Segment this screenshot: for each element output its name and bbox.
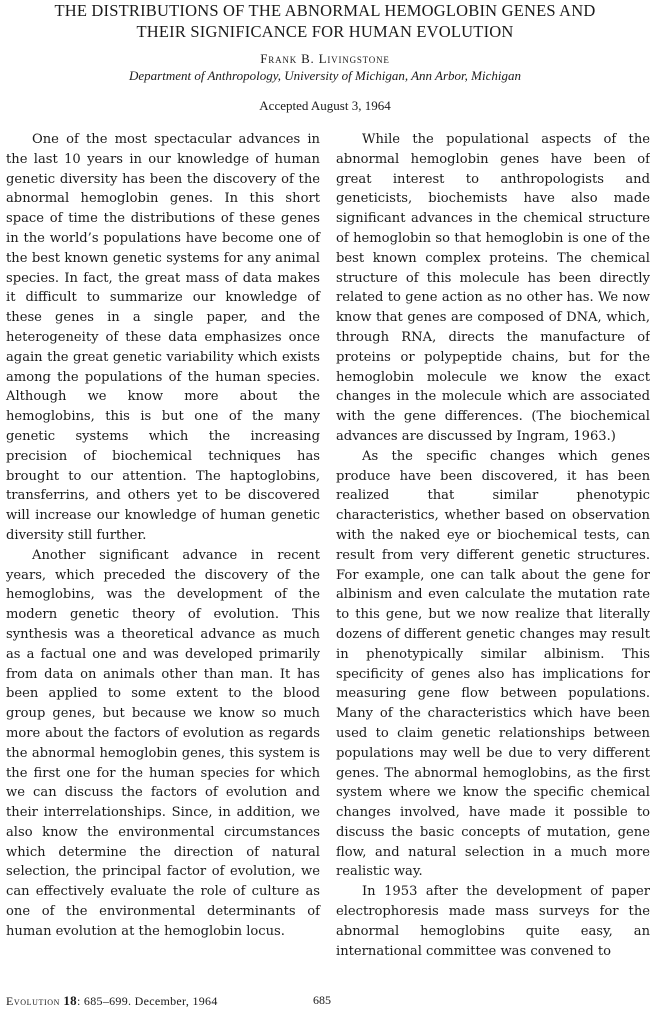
paragraph: Another significant advance in recent years, which preceded the discovery of the hemoglobins, was the development of the modern genetic theory of evolution. This synthesis was a theoretical advance as much as a factual one and was developed primarily from data on animals other than man. It has been applied to some extent to the blood group genes, but because we know so much more about the factors of evolution as regards the abnormal hemoglobin genes, this system is the first one for the human species for which we can discuss the factors of evolution and their interrelationships. Since, in addition, we also know the environmental circumstances which determine the direction of natural selection, the principal factor of evolution, we can effectively evaluate the role of culture as one of the environmental determinants of human evolution at the hemoglobin locus. (6, 547, 320, 939)
author-name: Frank B. Livingstone (260, 51, 390, 66)
paragraph: One of the most spectacular advances in the last 10 years in our knowledge of human genetic diversity has been the discovery of the abnormal hemoglobin genes. In this short space of time the distributions of these genes in the world’s populations have become one of the best known genetic systems for any animal species. In fact, the great mass of data makes it difficult to summarize our knowledge of these genes in a single paper, and the heterogeneity of these data emphasizes once again the great genetic variability which exists among the populations of the human species. Although we know more about the hemoglobins, this is but one of the many genetic systems which the increasing precision of biochemical techniques has brought to our attention. The haptoglobins, transferrins, and others yet to be discovered will increase our knowledge of human genetic diversity still further. (6, 132, 320, 543)
paragraph: While the populational aspects of the abnormal hemoglobin genes have been of great interest to anthropologists and geneticists, biochemists have also made significant advances in the chemical structure of hemoglobin so that hemoglobin is one of the best known complex proteins. The chemical structure of this molecule has been directly related to gene action as no other has. We now know that genes are composed of DNA, which, through RNA, directs the manufacture of proteins or polypeptide chains, but for the hemoglobin molecule we know the exact changes in the molecule which are associated with the gene differences. (The biochemical advances are discussed by Ingram, 1963.) (336, 132, 650, 444)
journal-name: Evolution (6, 994, 61, 1008)
article-title (0, 0, 650, 42)
page-number: 685 (313, 993, 331, 1007)
author-affiliation: Department of Anthropology, University of Michigan, Ann Arbor, Michigan (128, 68, 522, 83)
title-line-2: THEIR SIGNIFICANCE FOR HUMAN EVOLUTION (136, 22, 514, 41)
journal-pages-date: : 685–699. December, 1964 (76, 994, 218, 1008)
journal-volume: 18 (63, 993, 77, 1008)
right-column (336, 130, 650, 961)
accepted-date: Accepted August 3, 1964 (259, 98, 391, 113)
paragraph: As the specific changes which genes produce have been discovered, it has been realized that similar phenotypic characteristics, whether based on observation with the naked eye or biochemical tests, can result from very different genetic structures. For example, one can talk about the gene for albinism and even calculate the mutation rate to this gene, but we now realize that literally dozens of different genetic changes may result in phenotypically similar albinism. This specificity of genes also has implications for measuring gene flow between populations. Many of the characteristics which have been used to claim genetic relationships between populations may well be due to very different genes. The abnormal hemoglobins, as the first system where we know the specific chemical changes involved, have made it possible to discuss the basic concepts of mutation, gene flow, and natural selection in a much more realistic way. (336, 448, 650, 880)
citation-footer (6, 993, 218, 1009)
left-column (6, 130, 320, 942)
title-line-1: THE DISTRIBUTIONS OF THE ABNORMAL HEMOGLOBIN GENES AND (54, 1, 596, 20)
paragraph: In 1953 after the development of paper electrophoresis made mass surveys for the abnormal hemoglobins quite easy, an international committee was convened to (336, 884, 650, 959)
